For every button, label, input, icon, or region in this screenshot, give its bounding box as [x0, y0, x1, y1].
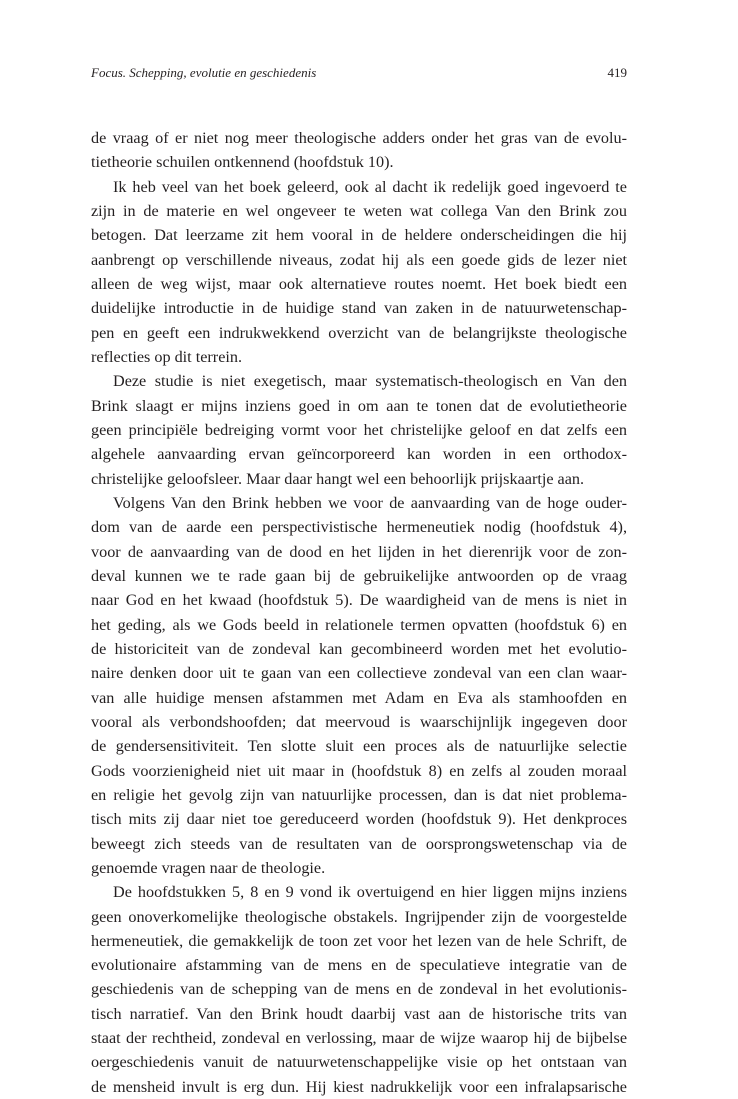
- text-line: de historiciteit van de zondeval kan gecombineerd worden met het evolutio-: [91, 639, 627, 658]
- paragraph-first-line: Deze studie is niet exegetisch, maar systematisch-theologisch en Van den: [113, 372, 627, 391]
- text-line: tietheorie schuilen ontkennend (hoofdstuk 10).: [91, 153, 394, 172]
- text-line: alleen de weg wijst, maar ook alternatieve routes noemt. Het boek biedt een: [91, 274, 627, 293]
- text-line: de gendersensitiviteit. Ten slotte sluit een proces als de natuurlijke selectie: [91, 737, 627, 756]
- text-line: pen en geeft een indrukwekkend overzicht van de belangrijkste theologische: [91, 323, 627, 342]
- text-line: Brink slaagt er mijns inziens goed in om aan te tonen dat de evolutietheorie: [91, 396, 627, 415]
- text-line: de vraag of er niet nog meer theologische adders onder het gras van de evolu-: [91, 129, 627, 147]
- running-header: [91, 63, 627, 83]
- body-text: [91, 126, 627, 1099]
- text-line: beweegt zich steeds van de resultaten van de oorsprongswetenschap via de: [91, 834, 627, 853]
- text-line: van alle huidige mensen afstammen met Adam en Eva als stamhoofden en: [91, 688, 627, 707]
- paragraph-first-line: Ik heb veel van het boek geleerd, ook al dacht ik redelijk goed ingevoerd te: [113, 177, 627, 196]
- paragraph-first-line: Volgens Van den Brink hebben we voor de aanvaarding van de hoge ouder-: [113, 493, 627, 512]
- text-line: hermeneutiek, die gemakkelijk de toon zet voor het lezen van de hele Schrift, de: [91, 931, 627, 950]
- text-line: betogen. Dat leerzame zit hem vooral in de heldere onderscheidingen die hij: [91, 226, 627, 245]
- text-line: zijn in de materie en wel ongeveer te weten wat collega Van den Brink zou: [91, 201, 627, 220]
- text-line: christelijke geloofsleer. Maar daar hangt wel een behoorlijk prijskaartje aan.: [91, 469, 585, 488]
- paragraph-first-line: De hoofdstukken 5, 8 en 9 vond ik overtuigend en hier liggen mijns inziens: [113, 883, 627, 902]
- text-line: duidelijke introductie in de huidige stand van zaken in de natuurwetenschap-: [91, 299, 627, 318]
- text-line: geschiedenis van de schepping van de mens en de zondeval in het evolutionis-: [91, 980, 627, 999]
- text-line: en religie het gevolg zijn van natuurlijke processen, dan is dat niet problema-: [91, 785, 627, 804]
- text-line: tisch narratief. Van den Brink houdt daarbij vast aan de historische trits van: [91, 1004, 627, 1023]
- text-line: tisch mits zij daar niet toe gereduceerd worden (hoofdstuk 9). Het denkproces: [91, 810, 627, 829]
- text-line: genoemde vragen naar de theologie.: [91, 858, 326, 877]
- text-line: deval kunnen we te rade gaan bij de gebruikelijke antwoorden op de vraag: [91, 566, 627, 585]
- text-line: oergeschiedenis vanuit de natuurwetenschappelijke visie op het ontstaan van: [91, 1053, 627, 1072]
- text-line: reflecties op dit terrein.: [91, 347, 243, 366]
- running-title: Focus. Schepping, evolutie en geschiedenis: [91, 65, 317, 80]
- text-line: Gods voorzienigheid niet uit maar in (hoofdstuk 8) en zelfs al zouden moraal: [91, 761, 627, 780]
- text-line: de mensheid invult is erg dun. Hij kiest nadrukkelijk voor een infralapsarische: [91, 1077, 627, 1096]
- text-line: naar God en het kwaad (hoofdstuk 5). De waardigheid van de mens is niet in: [91, 591, 627, 610]
- page-number: 419: [607, 65, 627, 80]
- text-line: geen principiële bedreiging vormt voor het christelijke geloof en dat zelfs een: [91, 420, 627, 439]
- text-line: dom van de aarde een perspectivistische hermeneutiek nodig (hoofdstuk 4),: [91, 518, 627, 537]
- text-line: voor de aanvaarding van de dood en het lijden in het dierenrijk voor de zon-: [91, 542, 627, 561]
- text-line: geen onoverkomelijke theologische obstakels. Ingrijpender zijn de voorgestelde: [91, 907, 627, 926]
- text-line: vooral als verbondshoofden; dat meervoud is waarschijnlijk ingegeven door: [91, 712, 627, 731]
- text-line: algehele aanvaarding ervan geïncorporeerd kan worden in een orthodox-: [91, 445, 627, 464]
- text-line: het geding, als we Gods beeld in relationele termen opvatten (hoofdstuk 6) en: [91, 615, 627, 634]
- text-line: naire denken door uit te gaan van een collectieve zondeval van een clan waar-: [91, 664, 627, 683]
- text-line: aanbrengt op verschillende niveaus, zodat hij als een goede gids de lezer niet: [91, 250, 627, 269]
- text-line: staat der rechtheid, zondeval en verlossing, maar de wijze waarop hij de bijbelse: [91, 1029, 627, 1048]
- text-line: evolutionaire afstamming van de mens en de speculatieve integratie van de: [91, 956, 627, 975]
